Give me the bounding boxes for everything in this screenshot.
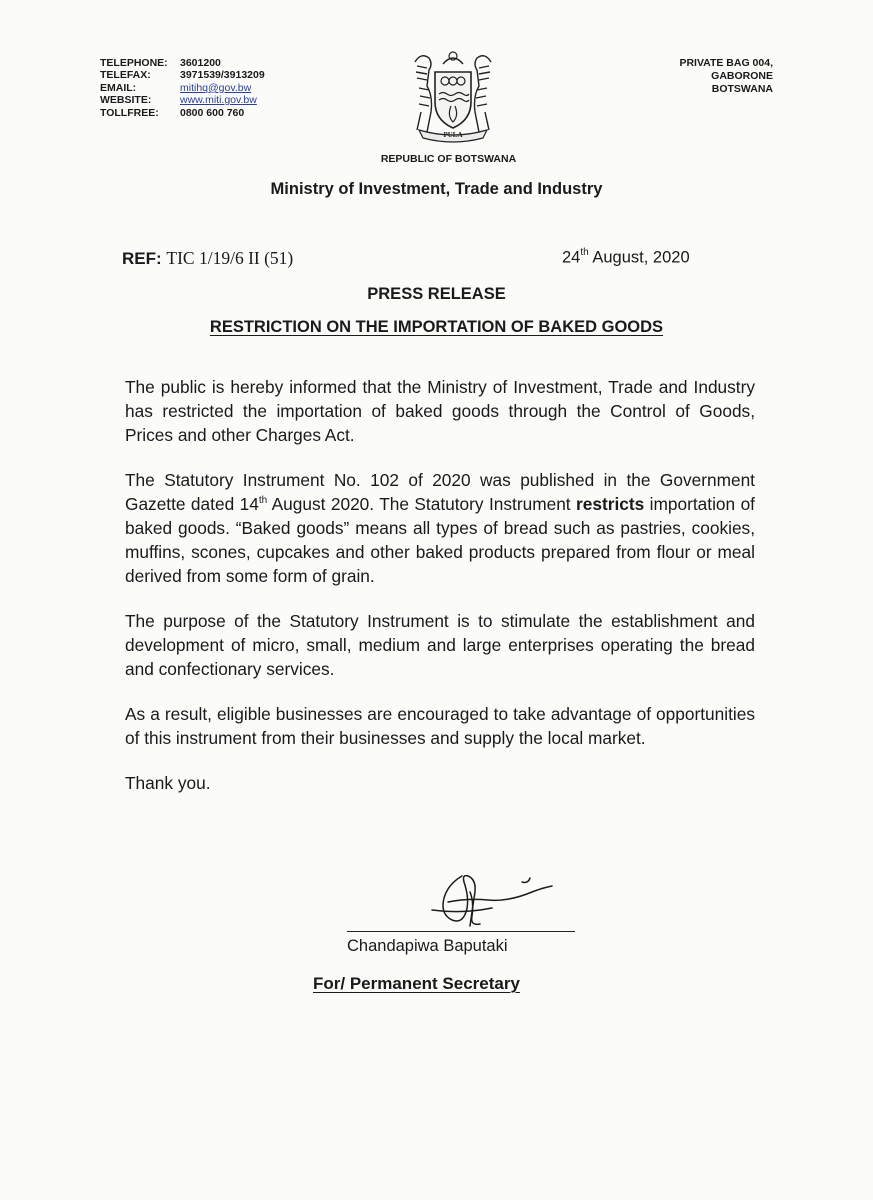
contact-row-tollfree xyxy=(100,107,265,119)
signatory-title: For/ Permanent Secretary xyxy=(313,974,520,993)
document-subject: RESTRICTION ON THE IMPORTATION OF BAKED GOODS xyxy=(209,318,664,336)
tollfree-value: 0800 600 760 xyxy=(180,106,245,119)
date-line xyxy=(562,248,690,268)
tollfree-label: TOLLFREE: xyxy=(100,106,159,119)
paragraph: The purpose of the Statutory Instrument is to stimulate the establishment and development of micro, small, medium and large enterprises operating the bread and confectionary services. xyxy=(125,611,755,679)
contact-row-telefax xyxy=(100,69,265,81)
website-label: WEBSITE: xyxy=(100,94,152,107)
paragraph-superscript: th xyxy=(258,495,268,507)
reference-line xyxy=(122,248,293,269)
signatory-name: Chandapiwa Baputaki xyxy=(347,937,508,955)
address-line: GABORONE xyxy=(711,69,773,82)
ministry-heading: Ministry of Investment, Trade and Industry xyxy=(270,180,603,198)
telefax-value: 3971539/3913209 xyxy=(180,69,265,82)
email-label: EMAIL: xyxy=(100,81,137,94)
coat-of-arms-icon xyxy=(393,44,513,144)
address-block xyxy=(679,57,773,95)
date-rest: August, 2020 xyxy=(588,248,690,267)
paragraph xyxy=(125,468,755,588)
signature-line xyxy=(347,931,575,932)
republic-heading: REPUBLIC OF BOTSWANA xyxy=(380,153,517,165)
paragraph-emphasis: restricts xyxy=(576,494,645,514)
body-text xyxy=(125,375,755,816)
paragraph: Thank you. xyxy=(125,773,211,793)
email-link[interactable]: mitihq@gov.bw xyxy=(180,81,252,94)
telefax-label: TELEFAX: xyxy=(100,69,151,82)
contact-row-website xyxy=(100,94,265,106)
svg-text:PULA: PULA xyxy=(443,131,463,139)
contact-row-telephone xyxy=(100,57,265,69)
date-day: 24 xyxy=(562,248,581,267)
address-line: PRIVATE BAG 004, xyxy=(679,57,773,69)
paragraph-text: The Statutory Instrument No. 102 of 2020 was published in the Government Gazette dated 14 xyxy=(125,470,755,514)
telephone-value: 3601200 xyxy=(180,57,221,69)
paragraph-text: importation of baked goods. “Baked goods” means all types of bread such as pastries, cookies, muffins, scones, cupcakes and other baked products prepared from flour or meal derived from some form of grain. xyxy=(125,494,755,586)
paragraph-text: August 2020. The Statutory Instrument xyxy=(267,494,577,514)
date-suffix: th xyxy=(580,247,589,258)
contact-row-email xyxy=(100,82,265,94)
contact-block xyxy=(100,57,265,119)
website-link[interactable]: www.miti.gov.bw xyxy=(180,94,257,107)
handwritten-signature xyxy=(410,862,560,942)
ref-label: REF: xyxy=(122,249,162,268)
ref-value: TIC 1/19/6 II (51) xyxy=(166,248,294,268)
telephone-label: TELEPHONE: xyxy=(100,57,168,69)
paragraph: As a result, eligible businesses are encouraged to take advantage of opportunities of this instrument from their businesses and supply the local market. xyxy=(125,704,755,748)
paragraph: The public is hereby informed that the Ministry of Investment, Trade and Industry has restricted the importation of baked goods through the Control of Goods, Prices and other Charges Act. xyxy=(125,377,755,445)
document-title: PRESS RELEASE xyxy=(367,285,506,303)
address-line: BOTSWANA xyxy=(711,82,773,95)
